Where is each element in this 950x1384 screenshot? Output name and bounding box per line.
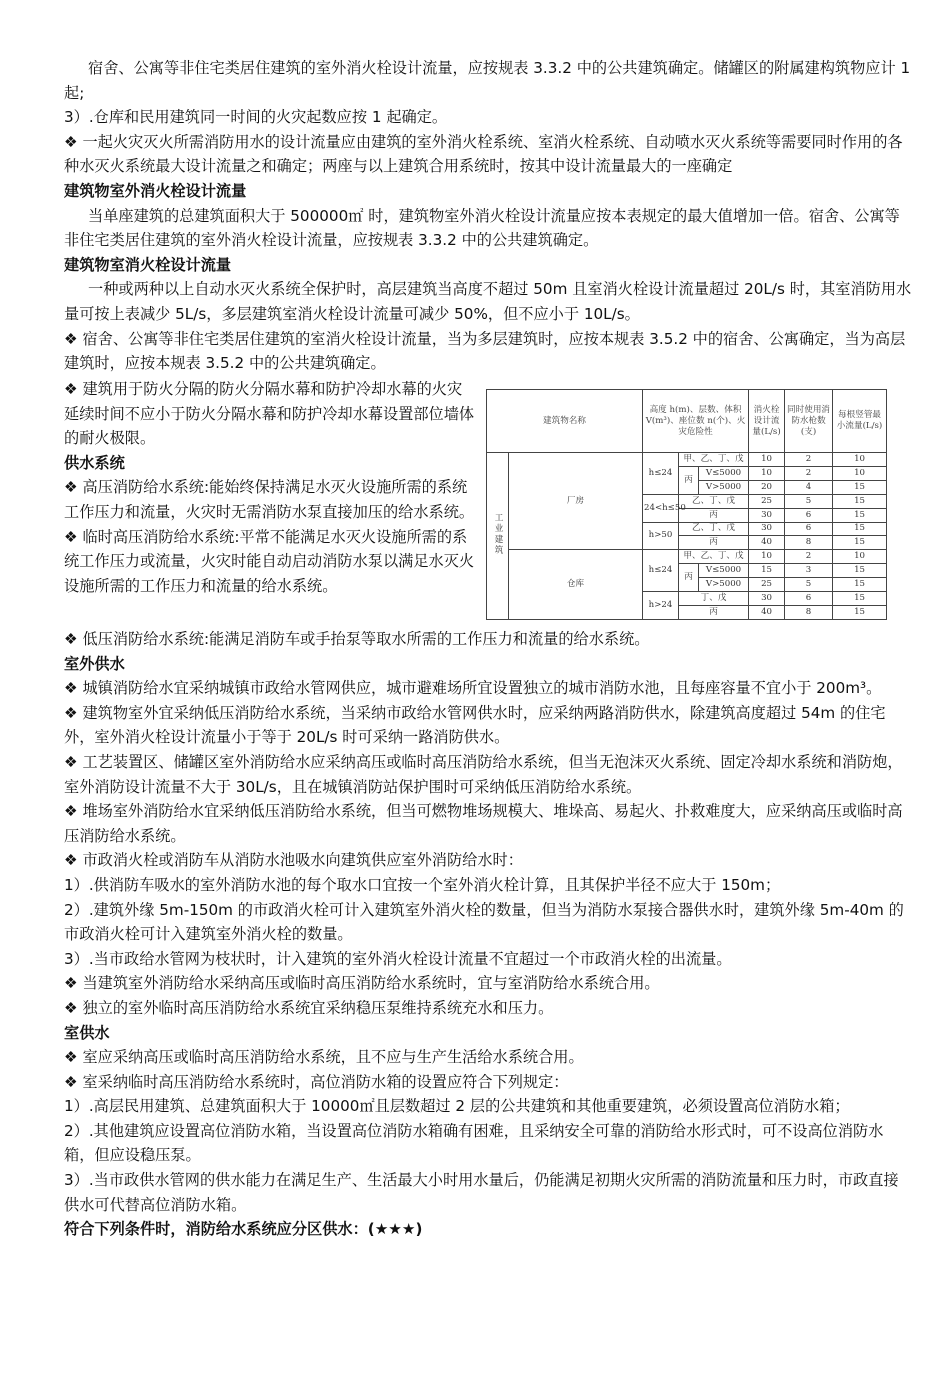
table-cell: 10 — [833, 453, 887, 467]
table-cell: 10 — [749, 550, 785, 564]
table-cell: 5 — [785, 578, 833, 592]
header-min-flow: 每根竖管最小流量(L/s) — [833, 390, 887, 453]
table-cell: 3 — [785, 564, 833, 578]
header-building-name: 建筑物名称 — [487, 390, 643, 453]
list-item: 3）.当市政给水管网为枝状时，计入建筑的室外消火栓设计流量不宜超过一个市政消火栓的出流量。 — [64, 949, 732, 968]
table-cell: 25 — [749, 578, 785, 592]
table-cell: 25 — [749, 494, 785, 508]
table-cell: 10 — [749, 466, 785, 480]
section-heading: 供水系统 — [64, 453, 125, 472]
bullet-paragraph: ❖ 一起火灾灭火所需消防用水的设计流量应由建筑的室外消火栓系统、室消火栓系统、自动喷水灭火系统等需要同时作用的各种水灭火系统最大设计流量之和确定；两座与以上建筑合用系统时，按其中设计流量最大的一座确定 — [64, 132, 903, 176]
header-nozzles: 同时使用消防水枪数(支) — [785, 390, 833, 453]
list-item: 2）.建筑外缘 5m-150m 的市政消火栓可计入建筑室外消火栓的数量，但当为消防水泵接合器供水时，建筑外缘 5m-40m 的市政消火栓可计入建筑室外消火栓的数量。 — [64, 900, 904, 944]
list-item: 3）.当市政供水管网的供水能力在满足生产、生活最大小时用水量后，仍能满足初期火灾所需的消防流量和压力时，市政直接供水可代替高位消防水箱。 — [64, 1171, 899, 1214]
table-cell: 2 — [785, 453, 833, 467]
table-cell: 丙 — [679, 508, 749, 522]
table-cell: 甲、乙、丁、戊 — [679, 550, 749, 564]
group-cell: 工业建筑 — [487, 453, 509, 620]
bullet-paragraph: ❖ 独立的室外临时高压消防给水系统宜采纳稳压泵维持系统充水和压力。 — [64, 998, 554, 1017]
table-cell: 8 — [785, 605, 833, 619]
header-design-flow: 消火栓设计流量(L/s) — [749, 390, 785, 453]
bullet-paragraph: ❖ 宿舍、公寓等非住宅类居住建筑的室消火栓设计流量，当为多层建筑时，应按本规表 3.5.2 中的宿舍、公寓确定，当为高层建筑时，应按本规表 3.5.2 中的公共建筑确定。 — [64, 329, 906, 373]
table-cell: V>5000 — [699, 480, 749, 494]
table-cell: V≤5000 — [699, 564, 749, 578]
table-cell: 丙 — [679, 564, 699, 592]
paragraph: 一种或两种以上自动水灭火系统全保护时，高层建筑当高度不超过 50m 且室消火栓设计流量超过 20L/s 时，其室消防用水量可按上表减少 5L/s，多层建筑室消火栓设计流量可减少 50%，但不应小于 10L/s。 — [64, 280, 912, 323]
table-cell: 15 — [833, 578, 887, 592]
table-cell: 20 — [749, 480, 785, 494]
table-cell: 15 — [833, 494, 887, 508]
bullet-paragraph: ❖ 市政消火栓或消防车从消防水池吸水向建筑供应室外消防给水时： — [64, 851, 523, 870]
table-cell: 30 — [749, 592, 785, 606]
table-cell: 4 — [785, 480, 833, 494]
table-cell: 乙、丁、戊 — [679, 494, 749, 508]
cond-height: h≤24 — [643, 550, 679, 592]
table-cell: 15 — [833, 522, 887, 536]
table-cell: 15 — [833, 536, 887, 550]
paragraph: 宿舍、公寓等非住宅类居住建筑的室外消火栓设计流量，应按规表 3.3.2 中的公共建筑确定。储罐区的附属建构筑物应计 1 起; — [64, 59, 911, 102]
section-heading: 建筑物室消火栓设计流量 — [64, 255, 232, 274]
factory-cell: 厂房 — [509, 453, 643, 550]
table-cell: 2 — [785, 466, 833, 480]
bullet-paragraph: ❖ 临时高压消防给水系统:平常不能满足水灭火设施所需的系统工作压力或流量，火灾时能自动启动消防水泵以满足水灭火设施所需的工作压力和流量的给水系统。 — [64, 527, 475, 595]
cond-height: 24<h≤50 — [643, 494, 679, 522]
table-cell: 15 — [749, 564, 785, 578]
cond-height: h≤24 — [643, 453, 679, 495]
table-cell: 8 — [785, 536, 833, 550]
table-cell: 30 — [749, 522, 785, 536]
table-cell: 6 — [785, 592, 833, 606]
bottom-section — [64, 627, 912, 1242]
paragraph: 3）.仓库和民用建筑同一时间的火灾起数应按 1 起确定。 — [64, 108, 448, 127]
bullet-paragraph: ❖ 当建筑室外消防给水采纳高压或临时高压消防给水系统时，宜与室消防给水系统合用。 — [64, 974, 660, 993]
bullet-paragraph: ❖ 室应采纳高压或临时高压消防给水系统，且不应与生产生活给水系统合用。 — [64, 1048, 584, 1067]
table-cell: 15 — [833, 480, 887, 494]
cond-height: h>50 — [643, 522, 679, 550]
table-cell: 10 — [833, 466, 887, 480]
bullet-paragraph: ❖ 低压消防给水系统:能满足消防车或手抬泵等取水所需的工作压力和流量的给水系统。 — [64, 630, 650, 648]
table-cell: 丙 — [679, 536, 749, 550]
bullet-paragraph: ❖ 城镇消防给水宜采纳城镇市政给水管网供应，城市避难场所宜设置独立的城市消防水池，且每座容量不宜小于 200m³。 — [64, 679, 882, 698]
table-cell: 40 — [749, 536, 785, 550]
section-heading: 建筑物室外消火栓设计流量 — [64, 181, 247, 200]
list-item: 2）.其他建筑应设置高位消防水箱，当设置高位消防水箱确有困难，且采纳安全可靠的消防给水形式时，可不设高位消防水箱，但应设稳压泵。 — [64, 1121, 884, 1165]
table-cell: 6 — [785, 522, 833, 536]
warehouse-cell: 仓库 — [509, 550, 643, 620]
table-cell: 6 — [785, 508, 833, 522]
table-cell: 甲、乙、丁、戊 — [679, 453, 749, 467]
table-row — [487, 453, 887, 467]
paragraph: 当单座建筑的总建筑面积大于 500000㎡ 时，建筑物室外消火栓设计流量应按本表规定的最大值增加一倍。宿舍、公寓等非住宅类居住建筑的室外消火栓设计流量，应按规表 3.3.2 中的公共建筑确定。 — [64, 206, 900, 250]
bullet-paragraph: ❖ 建筑用于防火分隔的防火分隔水幕和防护冷却水幕的火灾延续时间不应小于防火分隔水幕和防护冷却水幕设置部位墙体的耐火极限。 — [64, 380, 475, 448]
list-item: 1）.供消防车吸水的室外消防水池的每个取水口宜按一个室外消火栓计算，且其保护半径不应大于 150m； — [64, 875, 781, 894]
side-section — [64, 377, 476, 598]
list-item: 1）.高层民用建筑、总建筑面积大于 10000㎡且层数超过 2 层的公共建筑和其他重要建筑，必须设置高位消防水箱； — [64, 1097, 850, 1116]
bullet-paragraph: ❖ 室采纳临时高压消防给水系统时，高位消防水箱的设置应符合下列规定： — [64, 1072, 569, 1091]
table-cell: 丁、戊 — [679, 592, 749, 606]
table-cell: 15 — [833, 508, 887, 522]
table-cell: 10 — [749, 453, 785, 467]
table-cell: 5 — [785, 494, 833, 508]
bullet-paragraph: ❖ 工艺装置区、储罐区室外消防给水应采纳高压或临时高压消防给水系统，但当无泡沫灭火系统、固定冷却水系统和消防炮，室外消防设计流量不大于 30L/s，且在城镇消防站保护围时可采纳低压消防给水系统。 — [64, 752, 903, 796]
top-section — [64, 56, 912, 376]
table-cell: 丙 — [679, 466, 699, 494]
bullet-paragraph: ❖ 堆场室外消防给水宜采纳低压消防给水系统，但当可燃物堆场规模大、堆垛高、易起火、扑救难度大，应采纳高压或临时高压消防给水系统。 — [64, 802, 903, 845]
section-heading: 符合下列条件时，消防给水系统应分区供水：(★★★) — [64, 1220, 423, 1239]
table-cell: V≤5000 — [699, 466, 749, 480]
table-cell: 15 — [833, 564, 887, 578]
table-cell: 2 — [785, 550, 833, 564]
table-cell: 乙、丁、戊 — [679, 522, 749, 536]
header-params: 高度 h(m)、层数、体积 V(m³)、座位数 n(个)、火灾危险性 — [643, 390, 749, 453]
bullet-paragraph: ❖ 高压消防给水系统:能始终保持满足水灭火设施所需的系统工作压力和流量，火灾时无需消防水泵直接加压的给水系统。 — [64, 478, 475, 521]
table-cell: 15 — [833, 605, 887, 619]
section-heading: 室外供水 — [64, 654, 125, 673]
cond-height: h>24 — [643, 592, 679, 620]
table-cell: 丙 — [679, 605, 749, 619]
hydrant-flow-table — [486, 389, 886, 620]
table-cell: 10 — [833, 550, 887, 564]
table-cell: 40 — [749, 605, 785, 619]
table-cell: 15 — [833, 592, 887, 606]
section-heading: 室供水 — [64, 1023, 110, 1042]
table-cell: V>5000 — [699, 578, 749, 592]
bullet-paragraph: ❖ 建筑物室外宜采纳低压消防给水系统，当采纳市政给水管网供水时，应采纳两路消防供水，除建筑高度超过 54m 的住宅外，室外消火栓设计流量小于等于 20L/s 时可采纳一路消防供水。 — [64, 703, 886, 747]
table-cell: 30 — [749, 508, 785, 522]
table-row — [487, 550, 887, 564]
